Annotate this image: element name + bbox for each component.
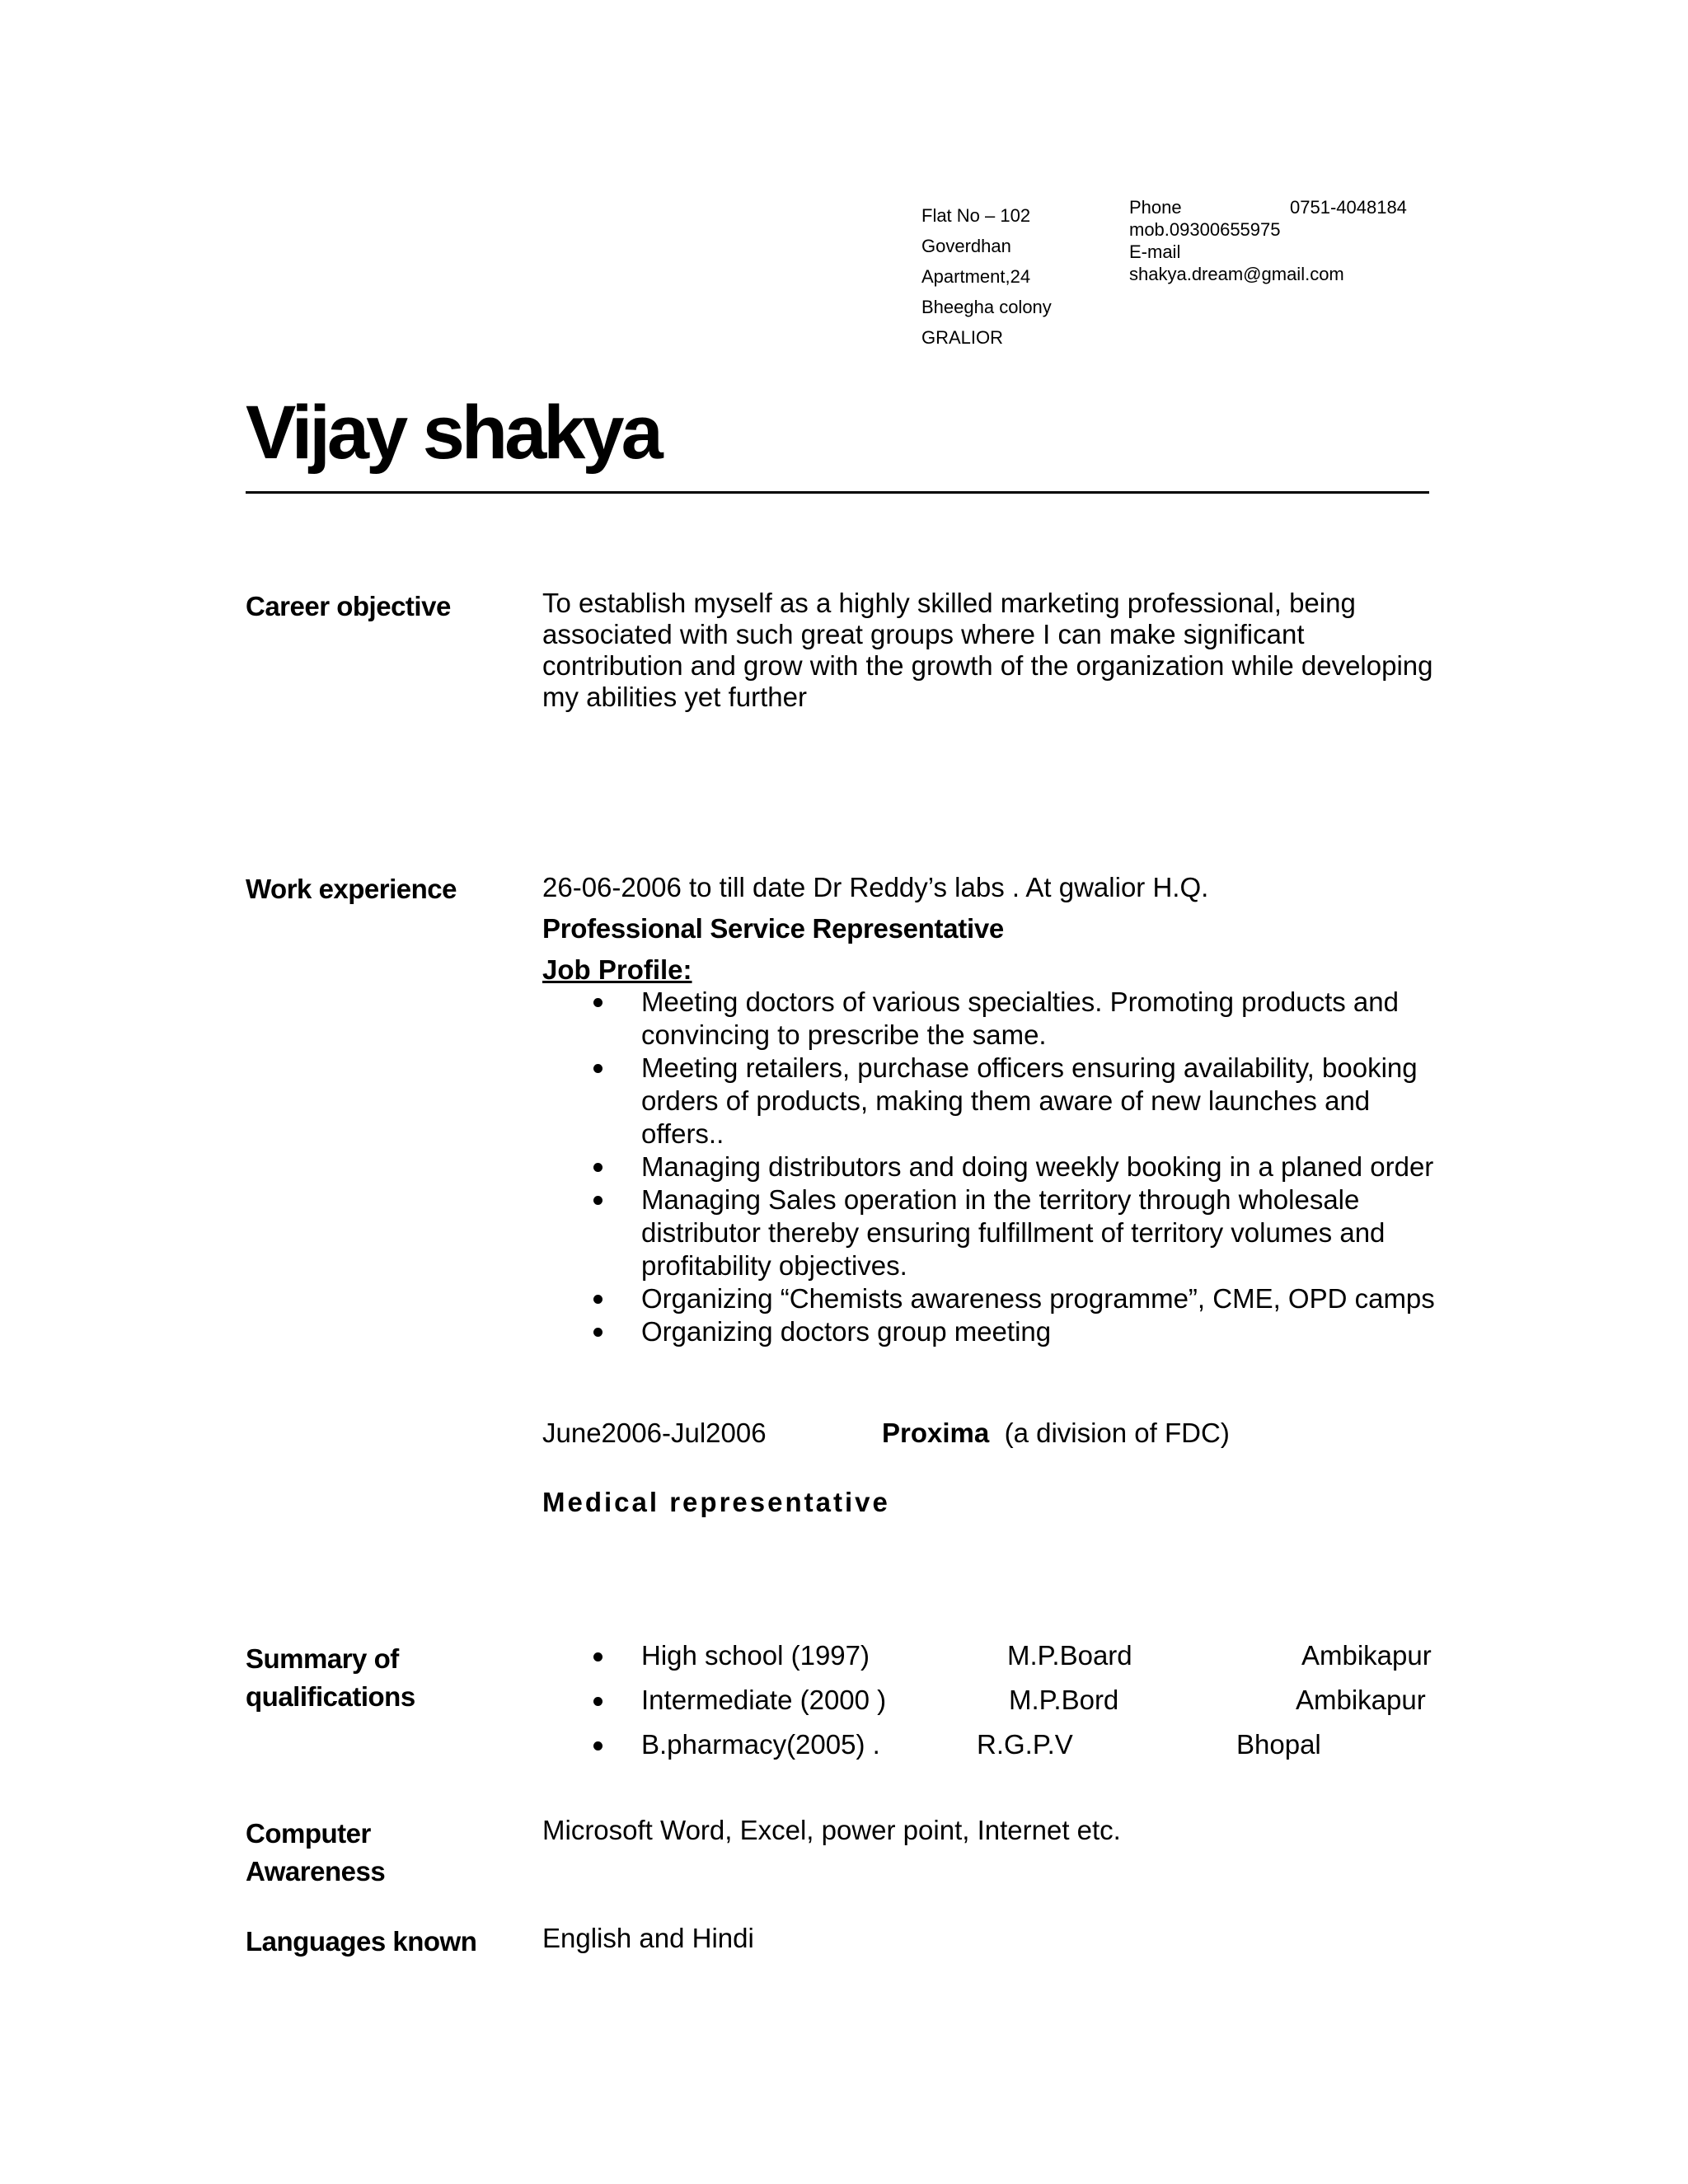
phone-label: Phone bbox=[1129, 197, 1182, 218]
mobile-number: mob.09300655975 bbox=[1129, 219, 1281, 240]
computer-awareness-text: Microsoft Word, Excel, power point, Internet etc. bbox=[542, 1815, 1121, 1845]
previous-period: June2006-Jul2006 bbox=[542, 1418, 767, 1448]
list-item: Managing distributors and doing weekly booking in a planed order bbox=[593, 1151, 1442, 1183]
previous-employment bbox=[542, 1418, 1230, 1449]
list-item: Organizing “Chemists awareness programme”, CME, OPD camps bbox=[593, 1282, 1442, 1315]
computer-awareness-heading: Computer Awareness bbox=[246, 1818, 386, 1886]
qualification-place: Ambikapur bbox=[1296, 1685, 1426, 1715]
qualification-row bbox=[593, 1729, 1451, 1762]
qualification-place: Bhopal bbox=[1236, 1729, 1321, 1760]
previous-company-name: Proxima bbox=[882, 1418, 990, 1448]
contact-block bbox=[1129, 196, 1426, 285]
candidate-name: Vijay shakya bbox=[246, 391, 660, 475]
bullet-icon bbox=[593, 1196, 603, 1205]
list-item: Managing Sales operation in the territory through wholesale distributor thereby ensuring fulfillment of territory volumes and profitability objectives. bbox=[593, 1183, 1442, 1282]
previous-company-note: (a division of FDC) bbox=[1004, 1418, 1230, 1448]
qualification-board: M.P.Bord bbox=[1009, 1685, 1119, 1715]
bullet-icon bbox=[593, 998, 603, 1007]
qualification-place: Ambikapur bbox=[1301, 1640, 1432, 1671]
bullet-icon bbox=[593, 1741, 603, 1750]
address-line: Apartment,24 bbox=[921, 266, 1031, 287]
bullet-icon bbox=[593, 1295, 603, 1304]
bullet-icon bbox=[593, 1652, 603, 1661]
qualification-row bbox=[593, 1640, 1451, 1673]
bullet-icon bbox=[593, 1064, 603, 1073]
bullet-icon bbox=[593, 1163, 603, 1172]
list-item: Meeting doctors of various specialties. Promoting products and convincing to prescribe the same. bbox=[593, 986, 1442, 1052]
previous-job-title: Medical representative bbox=[542, 1487, 890, 1517]
previous-company bbox=[882, 1418, 1230, 1449]
job-duties-list bbox=[593, 986, 1442, 1348]
job-profile-label: Job Profile: bbox=[542, 954, 692, 985]
qualification-board: R.G.P.V bbox=[977, 1729, 1073, 1760]
work-experience-heading: Work experience bbox=[246, 874, 457, 904]
list-item: Organizing doctors group meeting bbox=[593, 1315, 1442, 1348]
address-line: Flat No – 102 bbox=[921, 205, 1031, 226]
current-employment: 26-06-2006 to till date Dr Reddy’s labs . At gwalior H.Q. bbox=[542, 872, 1209, 902]
job-title: Professional Service Representative bbox=[542, 913, 1004, 944]
qualification-course: High school (1997) bbox=[641, 1640, 870, 1671]
qualifications-heading: Summary of qualifications bbox=[246, 1643, 415, 1712]
qualification-row bbox=[593, 1685, 1451, 1718]
address-line: Bheegha colony bbox=[921, 297, 1052, 317]
qualification-board: M.P.Board bbox=[1007, 1640, 1132, 1671]
qualification-course: Intermediate (2000 ) bbox=[641, 1685, 887, 1715]
address-line: Goverdhan bbox=[921, 236, 1011, 256]
email-label: E-mail bbox=[1129, 241, 1181, 262]
languages-text: English and Hindi bbox=[542, 1923, 754, 1953]
qualification-course: B.pharmacy(2005) . bbox=[641, 1729, 880, 1760]
list-item: Meeting retailers, purchase officers ensuring availability, booking orders of products, making them aware of new launches and offers.. bbox=[593, 1052, 1442, 1151]
languages-heading: Languages known bbox=[246, 1926, 477, 1957]
career-objective-text: To establish myself as a highly skilled marketing professional, being associated with such great groups where I can make significant contribution and grow with the growth of the organization while developing my abilities yet further bbox=[542, 588, 1433, 712]
address-line: GRALIOR bbox=[921, 327, 1004, 348]
career-objective-heading: Career objective bbox=[246, 591, 451, 621]
phone-row bbox=[1129, 196, 1426, 218]
bullet-icon bbox=[593, 1328, 603, 1337]
name-divider bbox=[246, 491, 1429, 494]
bullet-icon bbox=[593, 1697, 603, 1706]
email-value: shakya.dream@gmail.com bbox=[1129, 264, 1344, 284]
phone-value: 0751-4048184 bbox=[1290, 197, 1407, 218]
address-block bbox=[921, 200, 1052, 353]
